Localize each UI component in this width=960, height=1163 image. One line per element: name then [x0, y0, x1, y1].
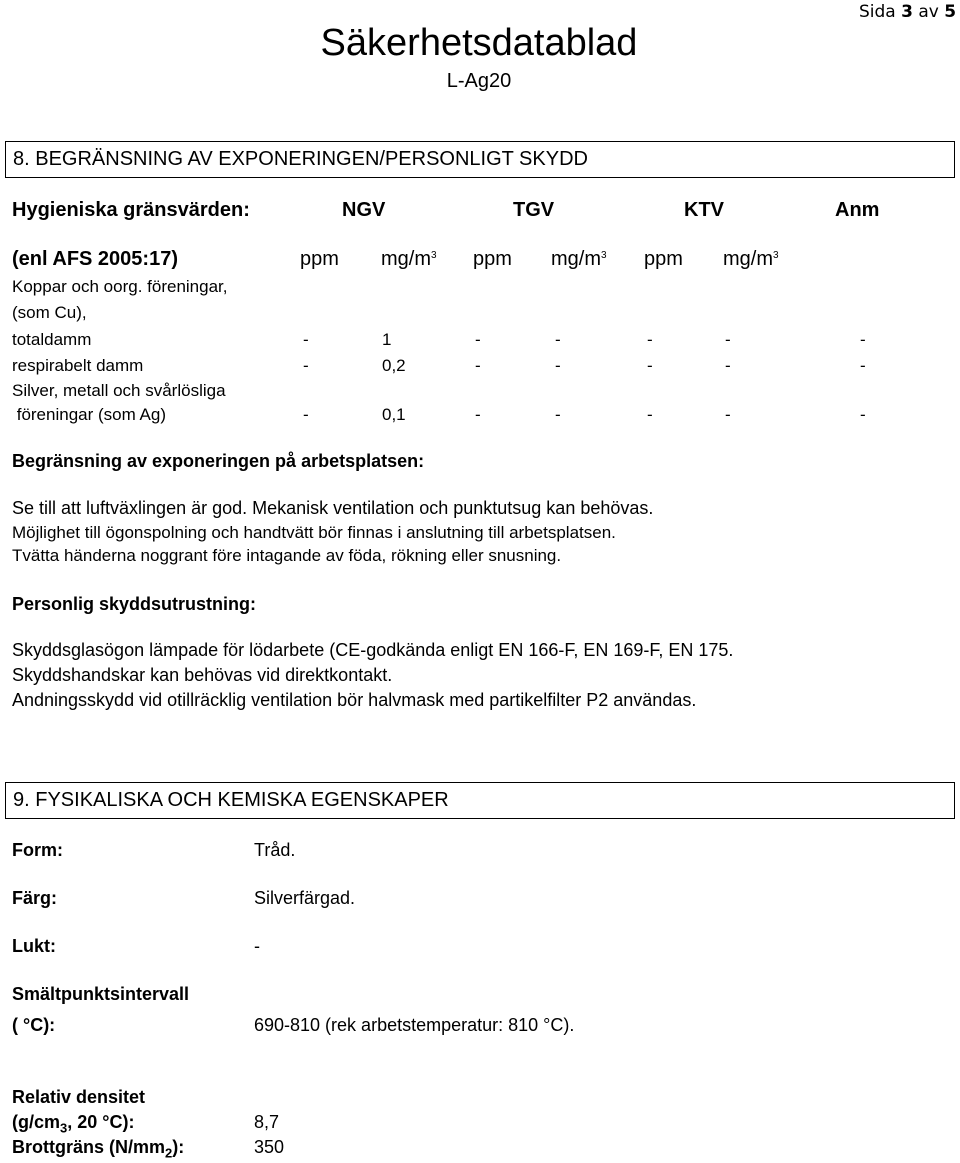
- page-total: 5: [944, 2, 957, 22]
- substance-silver-line1: Silver, metall och svårlösliga: [12, 381, 226, 400]
- color-value: Silverfärgad.: [254, 888, 356, 908]
- workplace-line-3: Tvätta händerna noggrant före intagande av föda, rökning eller snusning.: [12, 546, 562, 565]
- row-totaldamm-ktv-ppm: -: [647, 330, 653, 349]
- section-8-heading: 8. BEGRÄNSNING AV EXPONERINGEN/PERSONLIGT SKYDD: [5, 141, 955, 178]
- row-respirabelt-tgv-ppm: -: [475, 356, 481, 375]
- row-respirabelt-label: respirabelt damm: [12, 356, 144, 375]
- row-silver-tgv-ppm: -: [475, 405, 481, 424]
- workplace-line-2: Möjlighet till ögonspolning och handtvätt bör finnas i anslutning till arbetsplatsen.: [12, 523, 616, 542]
- melt-value: 690-810 (rek arbetstemperatur: 810 °C).: [254, 1015, 575, 1035]
- section-9-heading: 9. FYSIKALISKA OCH KEMISKA EGENSKAPER: [5, 782, 955, 819]
- row-totaldamm-label: totaldamm: [12, 330, 92, 349]
- row-silver-ktv-ppm: -: [647, 405, 653, 424]
- row-totaldamm-tgv-mg: -: [555, 330, 561, 349]
- unit-mgm3-3: $mg/m^3$: [723, 248, 779, 270]
- ppe-line-3: Andningsskydd vid otillräcklig ventilation bör halvmask med partikelfilter P2 användas.: [12, 690, 697, 710]
- form-value: Tråd.: [254, 840, 296, 860]
- unit-mgm3-2: $mg/m^3$: [551, 248, 607, 270]
- row-totaldamm-ngv-mg: 1: [382, 330, 392, 349]
- row-totaldamm-ktv-mg: -: [725, 330, 731, 349]
- row-totaldamm-tgv-ppm: -: [475, 330, 481, 349]
- color-label: Färg:: [12, 888, 57, 908]
- row-silver-label: föreningar (som Ag): [12, 405, 167, 424]
- substance-copper-line1: Koppar och oorg. föreningar,: [12, 277, 228, 296]
- row-respirabelt-ngv-mg: 0,2: [382, 356, 406, 375]
- row-respirabelt-ktv-mg: -: [725, 356, 731, 375]
- ppe-heading: Personlig skyddsutrustning:: [12, 594, 257, 614]
- unit-ppm-3: ppm: [644, 248, 683, 270]
- row-silver-ngv-ppm: -: [303, 405, 309, 424]
- row-silver-ktv-mg: -: [725, 405, 731, 424]
- row-silver-anm: -: [860, 405, 866, 424]
- afs-label: (enl AFS 2005:17): [12, 248, 178, 270]
- document-title: Säkerhetsdatablad: [320, 22, 638, 64]
- page-label-prefix: Sida: [859, 2, 902, 22]
- col-group-ngv: NGV: [342, 199, 386, 221]
- row-respirabelt-tgv-mg: -: [555, 356, 561, 375]
- document-subtitle: L-Ag20: [446, 70, 512, 92]
- melt-label-line2: ( °C):: [12, 1015, 56, 1035]
- row-respirabelt-ngv-ppm: -: [303, 356, 309, 375]
- limits-label: Hygieniska gränsvärden:: [12, 199, 250, 221]
- page-current: 3: [901, 2, 913, 22]
- ppe-line-1: Skyddsglasögon lämpade för lödarbete (CE-godkända enligt EN 166-F, EN 169-F, EN 175.: [12, 640, 734, 660]
- unit-ppm-2: ppm: [473, 248, 512, 270]
- unit-mgm3-1: $mg/m^3$: [381, 248, 437, 270]
- melt-label-line1: Smältpunktsintervall: [12, 984, 190, 1004]
- form-label: Form:: [12, 840, 63, 860]
- density-value: 8,7: [254, 1112, 280, 1132]
- page-label-mid: av: [912, 2, 945, 22]
- odor-value: -: [254, 936, 260, 956]
- page-number: [859, 2, 956, 22]
- row-totaldamm-ngv-ppm: -: [303, 330, 309, 349]
- unit-ppm-1: ppm: [300, 248, 339, 270]
- density-label-line2: ($g/cm_3$, 20 °C):: [12, 1112, 135, 1136]
- col-group-anm: Anm: [835, 199, 880, 221]
- row-respirabelt-anm: -: [860, 356, 866, 375]
- row-totaldamm-anm: -: [860, 330, 866, 349]
- odor-label: Lukt:: [12, 936, 56, 956]
- substance-copper-line2: (som Cu),: [12, 303, 87, 322]
- tensile-label: Brottgräns $(N/mm_2)$:: [12, 1137, 185, 1161]
- workplace-heading: Begränsning av exponeringen på arbetsplatsen:: [12, 451, 425, 471]
- row-silver-tgv-mg: -: [555, 405, 561, 424]
- row-silver-ngv-mg: 0,1: [382, 405, 406, 424]
- col-group-ktv: KTV: [684, 199, 724, 221]
- row-respirabelt-ktv-ppm: -: [647, 356, 653, 375]
- col-group-tgv: TGV: [513, 199, 555, 221]
- density-label-line1: Relativ densitet: [12, 1087, 146, 1107]
- workplace-line-1: Se till att luftväxlingen är god. Mekanisk ventilation och punktutsug kan behövas.: [12, 498, 654, 518]
- ppe-line-2: Skyddshandskar kan behövas vid direktkontakt.: [12, 665, 393, 685]
- tensile-value: 350: [254, 1137, 285, 1157]
